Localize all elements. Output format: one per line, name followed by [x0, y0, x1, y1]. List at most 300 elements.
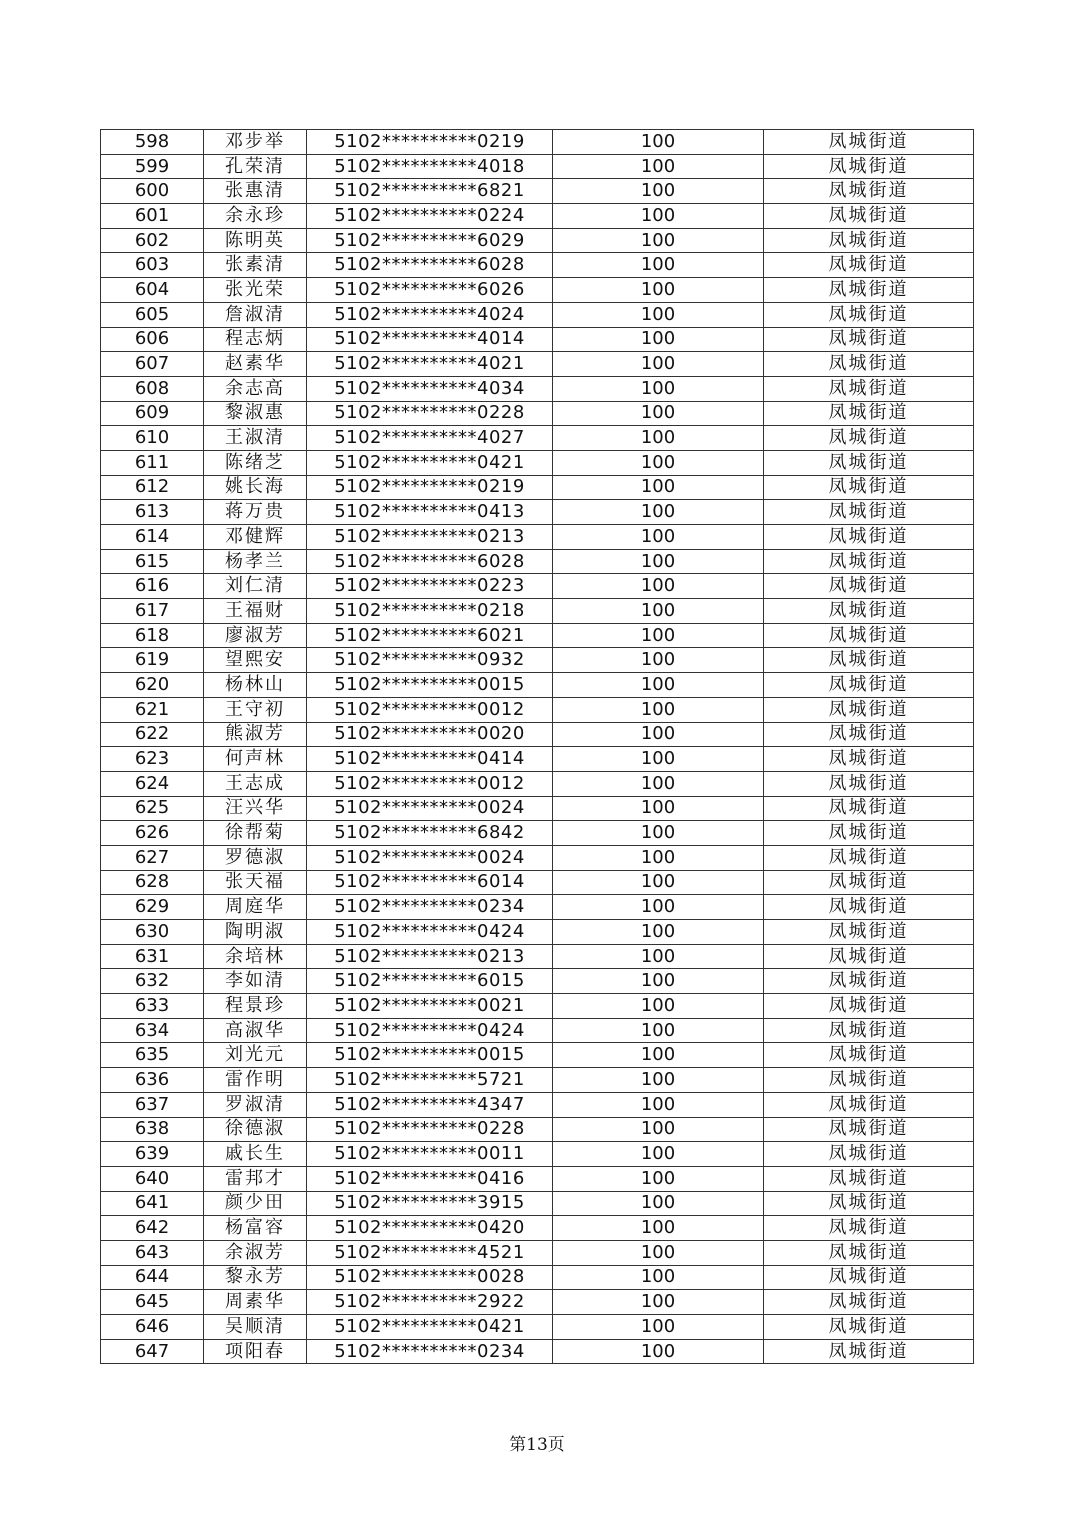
amount-cell: 100: [553, 697, 764, 722]
table-row: [101, 401, 974, 426]
id-number-cell: 5102**********4034: [307, 376, 553, 401]
street-cell: 凤城街道: [764, 821, 974, 846]
row-number-cell: 602: [101, 228, 204, 253]
street-cell: 凤城街道: [764, 376, 974, 401]
person-name-cell: 雷邦才: [204, 1166, 307, 1191]
amount-cell: 100: [553, 920, 764, 945]
person-name-cell: 徐德淑: [204, 1117, 307, 1142]
amount-cell: 100: [553, 574, 764, 599]
table-row: [101, 920, 974, 945]
person-name-cell: 陈明英: [204, 228, 307, 253]
row-number-cell: 599: [101, 154, 204, 179]
table-row: [101, 1339, 974, 1364]
amount-cell: 100: [553, 1018, 764, 1043]
row-number-cell: 647: [101, 1339, 204, 1364]
amount-cell: 100: [553, 475, 764, 500]
table-row: [101, 845, 974, 870]
id-number-cell: 5102**********0219: [307, 130, 553, 155]
table-row: [101, 821, 974, 846]
street-cell: 凤城街道: [764, 204, 974, 229]
row-number-cell: 631: [101, 944, 204, 969]
row-number-cell: 637: [101, 1092, 204, 1117]
amount-cell: 100: [553, 302, 764, 327]
id-number-cell: 5102**********6028: [307, 549, 553, 574]
street-cell: 凤城街道: [764, 796, 974, 821]
person-name-cell: 李如清: [204, 969, 307, 994]
table-row: [101, 895, 974, 920]
table-row: [101, 870, 974, 895]
table-row: [101, 771, 974, 796]
row-number-cell: 627: [101, 845, 204, 870]
person-name-cell: 程志炳: [204, 327, 307, 352]
table-row: [101, 1018, 974, 1043]
street-cell: 凤城街道: [764, 1043, 974, 1068]
amount-cell: 100: [553, 771, 764, 796]
street-cell: 凤城街道: [764, 327, 974, 352]
street-cell: 凤城街道: [764, 426, 974, 451]
id-number-cell: 5102**********0012: [307, 771, 553, 796]
page-footer: [0, 1430, 1074, 1455]
table-row: [101, 796, 974, 821]
amount-cell: 100: [553, 845, 764, 870]
amount-cell: 100: [553, 1166, 764, 1191]
row-number-cell: 613: [101, 500, 204, 525]
street-cell: 凤城街道: [764, 1117, 974, 1142]
id-number-cell: 5102**********0218: [307, 599, 553, 624]
row-number-cell: 639: [101, 1142, 204, 1167]
id-number-cell: 5102**********0228: [307, 1117, 553, 1142]
person-name-cell: 陈绪芝: [204, 450, 307, 475]
row-number-cell: 620: [101, 673, 204, 698]
id-number-cell: 5102**********0228: [307, 401, 553, 426]
amount-cell: 100: [553, 969, 764, 994]
person-name-cell: 王守初: [204, 697, 307, 722]
amount-cell: 100: [553, 722, 764, 747]
amount-cell: 100: [553, 450, 764, 475]
id-number-cell: 5102**********2922: [307, 1290, 553, 1315]
id-number-cell: 5102**********0420: [307, 1216, 553, 1241]
amount-cell: 100: [553, 1216, 764, 1241]
id-number-cell: 5102**********0219: [307, 475, 553, 500]
table-row: [101, 599, 974, 624]
person-name-cell: 邓健辉: [204, 525, 307, 550]
row-number-cell: 626: [101, 821, 204, 846]
person-name-cell: 周庭华: [204, 895, 307, 920]
street-cell: 凤城街道: [764, 969, 974, 994]
amount-cell: 100: [553, 426, 764, 451]
row-number-cell: 644: [101, 1265, 204, 1290]
row-number-cell: 645: [101, 1290, 204, 1315]
amount-cell: 100: [553, 525, 764, 550]
row-number-cell: 616: [101, 574, 204, 599]
amount-cell: 100: [553, 895, 764, 920]
amount-cell: 100: [553, 327, 764, 352]
person-name-cell: 熊淑芳: [204, 722, 307, 747]
street-cell: 凤城街道: [764, 722, 974, 747]
amount-cell: 100: [553, 1240, 764, 1265]
table-row: [101, 154, 974, 179]
row-number-cell: 614: [101, 525, 204, 550]
street-cell: 凤城街道: [764, 574, 974, 599]
row-number-cell: 638: [101, 1117, 204, 1142]
street-cell: 凤城街道: [764, 1265, 974, 1290]
person-name-cell: 孔荣清: [204, 154, 307, 179]
table-row: [101, 747, 974, 772]
id-number-cell: 5102**********6026: [307, 278, 553, 303]
id-number-cell: 5102**********0416: [307, 1166, 553, 1191]
row-number-cell: 605: [101, 302, 204, 327]
id-number-cell: 5102**********0012: [307, 697, 553, 722]
amount-cell: 100: [553, 549, 764, 574]
row-number-cell: 625: [101, 796, 204, 821]
amount-cell: 100: [553, 500, 764, 525]
row-number-cell: 604: [101, 278, 204, 303]
id-number-cell: 5102**********3915: [307, 1191, 553, 1216]
id-number-cell: 5102**********0413: [307, 500, 553, 525]
id-number-cell: 5102**********4018: [307, 154, 553, 179]
amount-cell: 100: [553, 1191, 764, 1216]
table-row: [101, 1092, 974, 1117]
id-number-cell: 5102**********6029: [307, 228, 553, 253]
amount-cell: 100: [553, 352, 764, 377]
row-number-cell: 633: [101, 994, 204, 1019]
amount-cell: 100: [553, 1092, 764, 1117]
amount-cell: 100: [553, 1043, 764, 1068]
amount-cell: 100: [553, 747, 764, 772]
person-name-cell: 蒋万贵: [204, 500, 307, 525]
street-cell: 凤城街道: [764, 895, 974, 920]
id-number-cell: 5102**********4024: [307, 302, 553, 327]
id-number-cell: 5102**********0424: [307, 920, 553, 945]
street-cell: 凤城街道: [764, 154, 974, 179]
roster-table-body: [101, 130, 974, 1364]
street-cell: 凤城街道: [764, 549, 974, 574]
person-name-cell: 望熙安: [204, 648, 307, 673]
person-name-cell: 王淑清: [204, 426, 307, 451]
roster-table: [100, 129, 974, 1364]
person-name-cell: 雷作明: [204, 1068, 307, 1093]
street-cell: 凤城街道: [764, 673, 974, 698]
amount-cell: 100: [553, 154, 764, 179]
person-name-cell: 罗德淑: [204, 845, 307, 870]
person-name-cell: 陶明淑: [204, 920, 307, 945]
id-number-cell: 5102**********6021: [307, 623, 553, 648]
row-number-cell: 630: [101, 920, 204, 945]
street-cell: 凤城街道: [764, 771, 974, 796]
person-name-cell: 杨孝兰: [204, 549, 307, 574]
street-cell: 凤城街道: [764, 1142, 974, 1167]
page-number-label: 第13页: [509, 1435, 565, 1455]
street-cell: 凤城街道: [764, 845, 974, 870]
id-number-cell: 5102**********0421: [307, 1315, 553, 1340]
person-name-cell: 廖淑芳: [204, 623, 307, 648]
person-name-cell: 余淑芳: [204, 1240, 307, 1265]
person-name-cell: 邓步举: [204, 130, 307, 155]
row-number-cell: 640: [101, 1166, 204, 1191]
table-row: [101, 1043, 974, 1068]
street-cell: 凤城街道: [764, 500, 974, 525]
street-cell: 凤城街道: [764, 599, 974, 624]
table-row: [101, 722, 974, 747]
amount-cell: 100: [553, 278, 764, 303]
amount-cell: 100: [553, 376, 764, 401]
street-cell: 凤城街道: [764, 130, 974, 155]
amount-cell: 100: [553, 1265, 764, 1290]
street-cell: 凤城街道: [764, 1339, 974, 1364]
table-row: [101, 204, 974, 229]
row-number-cell: 606: [101, 327, 204, 352]
id-number-cell: 5102**********0234: [307, 895, 553, 920]
table-row: [101, 278, 974, 303]
id-number-cell: 5102**********0421: [307, 450, 553, 475]
amount-cell: 100: [553, 673, 764, 698]
amount-cell: 100: [553, 130, 764, 155]
amount-cell: 100: [553, 994, 764, 1019]
table-row: [101, 623, 974, 648]
person-name-cell: 张惠清: [204, 179, 307, 204]
id-number-cell: 5102**********0414: [307, 747, 553, 772]
id-number-cell: 5102**********0424: [307, 1018, 553, 1043]
row-number-cell: 610: [101, 426, 204, 451]
street-cell: 凤城街道: [764, 401, 974, 426]
table-row: [101, 352, 974, 377]
street-cell: 凤城街道: [764, 475, 974, 500]
street-cell: 凤城街道: [764, 179, 974, 204]
street-cell: 凤城街道: [764, 1068, 974, 1093]
row-number-cell: 628: [101, 870, 204, 895]
row-number-cell: 622: [101, 722, 204, 747]
street-cell: 凤城街道: [764, 870, 974, 895]
row-number-cell: 603: [101, 253, 204, 278]
amount-cell: 100: [553, 401, 764, 426]
street-cell: 凤城街道: [764, 278, 974, 303]
person-name-cell: 吴顺清: [204, 1315, 307, 1340]
street-cell: 凤城街道: [764, 1166, 974, 1191]
person-name-cell: 姚长海: [204, 475, 307, 500]
row-number-cell: 624: [101, 771, 204, 796]
person-name-cell: 余永珍: [204, 204, 307, 229]
person-name-cell: 汪兴华: [204, 796, 307, 821]
street-cell: 凤城街道: [764, 920, 974, 945]
row-number-cell: 607: [101, 352, 204, 377]
table-row: [101, 302, 974, 327]
table-row: [101, 1315, 974, 1340]
amount-cell: 100: [553, 648, 764, 673]
amount-cell: 100: [553, 228, 764, 253]
row-number-cell: 609: [101, 401, 204, 426]
row-number-cell: 608: [101, 376, 204, 401]
id-number-cell: 5102**********0015: [307, 673, 553, 698]
id-number-cell: 5102**********0213: [307, 525, 553, 550]
person-name-cell: 黎淑惠: [204, 401, 307, 426]
person-name-cell: 张素清: [204, 253, 307, 278]
amount-cell: 100: [553, 1290, 764, 1315]
person-name-cell: 高淑华: [204, 1018, 307, 1043]
amount-cell: 100: [553, 1315, 764, 1340]
id-number-cell: 5102**********4347: [307, 1092, 553, 1117]
table-row: [101, 179, 974, 204]
row-number-cell: 629: [101, 895, 204, 920]
id-number-cell: 5102**********0024: [307, 796, 553, 821]
street-cell: 凤城街道: [764, 623, 974, 648]
id-number-cell: 5102**********6842: [307, 821, 553, 846]
person-name-cell: 张光荣: [204, 278, 307, 303]
id-number-cell: 5102**********0223: [307, 574, 553, 599]
id-number-cell: 5102**********4521: [307, 1240, 553, 1265]
id-number-cell: 5102**********0015: [307, 1043, 553, 1068]
person-name-cell: 王志成: [204, 771, 307, 796]
table-row: [101, 944, 974, 969]
street-cell: 凤城街道: [764, 1216, 974, 1241]
roster-table-container: [100, 129, 973, 1364]
id-number-cell: 5102**********6821: [307, 179, 553, 204]
row-number-cell: 634: [101, 1018, 204, 1043]
street-cell: 凤城街道: [764, 1191, 974, 1216]
street-cell: 凤城街道: [764, 944, 974, 969]
id-number-cell: 5102**********0224: [307, 204, 553, 229]
id-number-cell: 5102**********5721: [307, 1068, 553, 1093]
person-name-cell: 余培林: [204, 944, 307, 969]
table-row: [101, 253, 974, 278]
person-name-cell: 王福财: [204, 599, 307, 624]
row-number-cell: 598: [101, 130, 204, 155]
street-cell: 凤城街道: [764, 1240, 974, 1265]
street-cell: 凤城街道: [764, 1092, 974, 1117]
id-number-cell: 5102**********4014: [307, 327, 553, 352]
row-number-cell: 632: [101, 969, 204, 994]
street-cell: 凤城街道: [764, 1315, 974, 1340]
row-number-cell: 600: [101, 179, 204, 204]
row-number-cell: 615: [101, 549, 204, 574]
person-name-cell: 徐帮菊: [204, 821, 307, 846]
row-number-cell: 601: [101, 204, 204, 229]
id-number-cell: 5102**********6028: [307, 253, 553, 278]
amount-cell: 100: [553, 1117, 764, 1142]
id-number-cell: 5102**********0024: [307, 845, 553, 870]
amount-cell: 100: [553, 623, 764, 648]
table-row: [101, 525, 974, 550]
row-number-cell: 623: [101, 747, 204, 772]
id-number-cell: 5102**********0028: [307, 1265, 553, 1290]
street-cell: 凤城街道: [764, 302, 974, 327]
row-number-cell: 618: [101, 623, 204, 648]
person-name-cell: 赵素华: [204, 352, 307, 377]
table-row: [101, 549, 974, 574]
table-row: [101, 969, 974, 994]
street-cell: 凤城街道: [764, 697, 974, 722]
person-name-cell: 余志高: [204, 376, 307, 401]
person-name-cell: 项阳春: [204, 1339, 307, 1364]
table-row: [101, 376, 974, 401]
table-row: [101, 450, 974, 475]
street-cell: 凤城街道: [764, 747, 974, 772]
id-number-cell: 5102**********0932: [307, 648, 553, 673]
table-row: [101, 697, 974, 722]
table-row: [101, 1216, 974, 1241]
street-cell: 凤城街道: [764, 1290, 974, 1315]
row-number-cell: 612: [101, 475, 204, 500]
id-number-cell: 5102**********4027: [307, 426, 553, 451]
person-name-cell: 颜少田: [204, 1191, 307, 1216]
row-number-cell: 641: [101, 1191, 204, 1216]
row-number-cell: 611: [101, 450, 204, 475]
amount-cell: 100: [553, 1339, 764, 1364]
id-number-cell: 5102**********0011: [307, 1142, 553, 1167]
amount-cell: 100: [553, 796, 764, 821]
person-name-cell: 程景珍: [204, 994, 307, 1019]
id-number-cell: 5102**********4021: [307, 352, 553, 377]
amount-cell: 100: [553, 253, 764, 278]
amount-cell: 100: [553, 599, 764, 624]
table-row: [101, 648, 974, 673]
table-row: [101, 228, 974, 253]
person-name-cell: 詹淑清: [204, 302, 307, 327]
table-row: [101, 1068, 974, 1093]
id-number-cell: 5102**********6014: [307, 870, 553, 895]
person-name-cell: 刘仁清: [204, 574, 307, 599]
table-row: [101, 1265, 974, 1290]
person-name-cell: 刘光元: [204, 1043, 307, 1068]
street-cell: 凤城街道: [764, 648, 974, 673]
person-name-cell: 杨富容: [204, 1216, 307, 1241]
street-cell: 凤城街道: [764, 228, 974, 253]
street-cell: 凤城街道: [764, 1018, 974, 1043]
table-row: [101, 1117, 974, 1142]
street-cell: 凤城街道: [764, 994, 974, 1019]
person-name-cell: 杨林山: [204, 673, 307, 698]
row-number-cell: 635: [101, 1043, 204, 1068]
table-row: [101, 1142, 974, 1167]
person-name-cell: 何声林: [204, 747, 307, 772]
row-number-cell: 636: [101, 1068, 204, 1093]
person-name-cell: 黎永芳: [204, 1265, 307, 1290]
amount-cell: 100: [553, 204, 764, 229]
table-row: [101, 130, 974, 155]
person-name-cell: 张天福: [204, 870, 307, 895]
table-row: [101, 1166, 974, 1191]
amount-cell: 100: [553, 870, 764, 895]
row-number-cell: 617: [101, 599, 204, 624]
row-number-cell: 643: [101, 1240, 204, 1265]
street-cell: 凤城街道: [764, 525, 974, 550]
amount-cell: 100: [553, 944, 764, 969]
row-number-cell: 621: [101, 697, 204, 722]
street-cell: 凤城街道: [764, 352, 974, 377]
table-row: [101, 327, 974, 352]
id-number-cell: 5102**********0021: [307, 994, 553, 1019]
row-number-cell: 619: [101, 648, 204, 673]
id-number-cell: 5102**********0213: [307, 944, 553, 969]
amount-cell: 100: [553, 1142, 764, 1167]
person-name-cell: 周素华: [204, 1290, 307, 1315]
id-number-cell: 5102**********0234: [307, 1339, 553, 1364]
table-row: [101, 994, 974, 1019]
person-name-cell: 罗淑清: [204, 1092, 307, 1117]
table-row: [101, 1191, 974, 1216]
table-row: [101, 426, 974, 451]
street-cell: 凤城街道: [764, 253, 974, 278]
table-row: [101, 1240, 974, 1265]
table-row: [101, 574, 974, 599]
table-row: [101, 475, 974, 500]
amount-cell: 100: [553, 821, 764, 846]
street-cell: 凤城街道: [764, 450, 974, 475]
table-row: [101, 673, 974, 698]
amount-cell: 100: [553, 1068, 764, 1093]
person-name-cell: 戚长生: [204, 1142, 307, 1167]
row-number-cell: 646: [101, 1315, 204, 1340]
id-number-cell: 5102**********6015: [307, 969, 553, 994]
